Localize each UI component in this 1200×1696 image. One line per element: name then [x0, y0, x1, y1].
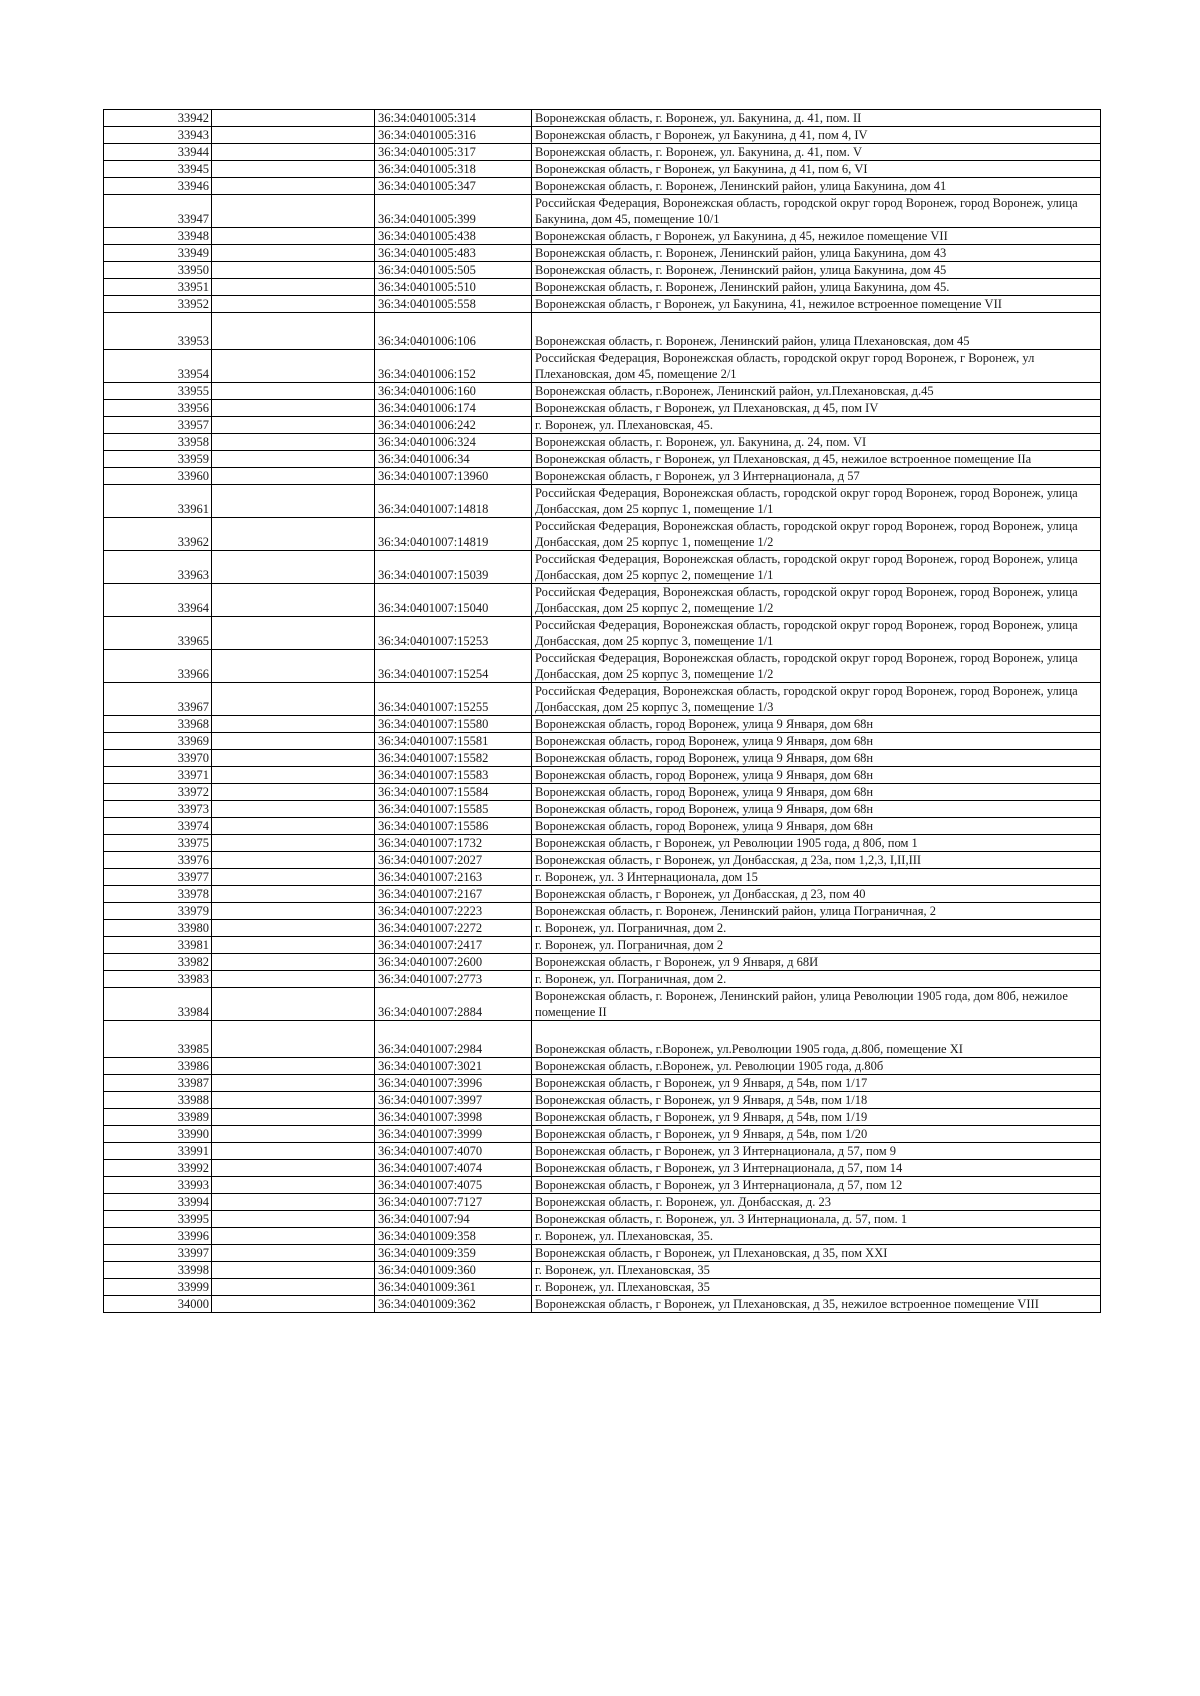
address: г. Воронеж, ул. Плехановская, 35 — [532, 1262, 1101, 1279]
table-row — [104, 801, 1101, 818]
empty-cell — [212, 1177, 375, 1194]
cadastral-number: 36:34:0401005:399 — [375, 195, 532, 228]
cadastral-number: 36:34:0401006:160 — [375, 383, 532, 400]
cadastral-number: 36:34:0401007:2417 — [375, 937, 532, 954]
row-number: 33952 — [104, 296, 212, 313]
empty-cell — [212, 1143, 375, 1160]
cadastral-number: 36:34:0401007:7127 — [375, 1194, 532, 1211]
address: Воронежская область, г Воронеж, ул 3 Интернационала, д 57, пом 9 — [532, 1143, 1101, 1160]
table-row — [104, 228, 1101, 245]
empty-cell — [212, 1296, 375, 1313]
empty-cell — [212, 1058, 375, 1075]
address: Воронежская область, г Воронеж, ул Бакунина, 41, нежилое встроенное помещение VII — [532, 296, 1101, 313]
row-number: 33971 — [104, 767, 212, 784]
cadastral-number: 36:34:0401007:15253 — [375, 617, 532, 650]
address: Воронежская область, город Воронеж, улица 9 Января, дом 68н — [532, 716, 1101, 733]
address: Российская Федерация, Воронежская область, городской округ город Воронеж, г Воронеж, ул Плехановская, дом 45, помещение 2/1 — [532, 350, 1101, 383]
empty-cell — [212, 784, 375, 801]
table-row — [104, 468, 1101, 485]
table-row — [104, 451, 1101, 468]
table-row — [104, 127, 1101, 144]
row-number: 33982 — [104, 954, 212, 971]
empty-cell — [212, 1279, 375, 1296]
row-number: 33999 — [104, 1279, 212, 1296]
address: Воронежская область, г Воронеж, ул 3 Интернационала, д 57 — [532, 468, 1101, 485]
cadastral-number: 36:34:0401007:4075 — [375, 1177, 532, 1194]
table-row — [104, 1262, 1101, 1279]
cadastral-number: 36:34:0401007:1732 — [375, 835, 532, 852]
row-number: 33990 — [104, 1126, 212, 1143]
cadastral-number: 36:34:0401007:15255 — [375, 683, 532, 716]
table-row — [104, 1126, 1101, 1143]
row-number: 33947 — [104, 195, 212, 228]
table-row — [104, 818, 1101, 835]
table-row — [104, 920, 1101, 937]
row-number: 33994 — [104, 1194, 212, 1211]
address: Воронежская область, г Воронеж, ул 9 Января, д 54в, пом 1/17 — [532, 1075, 1101, 1092]
empty-cell — [212, 1262, 375, 1279]
address: Воронежская область, г. Воронеж, Ленинский район, улица Бакунина, дом 45 — [532, 262, 1101, 279]
cadastral-number: 36:34:0401007:2163 — [375, 869, 532, 886]
empty-cell — [212, 988, 375, 1021]
address: Воронежская область, г. Воронеж, ул. Бакунина, д. 24, пом. VI — [532, 434, 1101, 451]
cadastral-number: 36:34:0401007:2984 — [375, 1021, 532, 1058]
cadastral-number: 36:34:0401007:2773 — [375, 971, 532, 988]
table-row — [104, 733, 1101, 750]
cadastral-number: 36:34:0401005:558 — [375, 296, 532, 313]
empty-cell — [212, 1092, 375, 1109]
row-number: 33996 — [104, 1228, 212, 1245]
row-number: 33972 — [104, 784, 212, 801]
cadastral-number: 36:34:0401007:2884 — [375, 988, 532, 1021]
table-row — [104, 518, 1101, 551]
empty-cell — [212, 750, 375, 767]
empty-cell — [212, 195, 375, 228]
cadastral-number: 36:34:0401007:2223 — [375, 903, 532, 920]
cadastral-number: 36:34:0401007:15582 — [375, 750, 532, 767]
row-number: 33991 — [104, 1143, 212, 1160]
cadastral-number: 36:34:0401005:438 — [375, 228, 532, 245]
address: Воронежская область, г. Воронеж, ул. 3 Интернационала, д. 57, пом. 1 — [532, 1211, 1101, 1228]
empty-cell — [212, 1245, 375, 1262]
empty-cell — [212, 937, 375, 954]
empty-cell — [212, 228, 375, 245]
table-row — [104, 144, 1101, 161]
address: Воронежская область, г Воронеж, ул Плехановская, д 45, пом IV — [532, 400, 1101, 417]
row-number: 33965 — [104, 617, 212, 650]
table-row — [104, 650, 1101, 683]
table-row — [104, 1211, 1101, 1228]
empty-cell — [212, 818, 375, 835]
table-row — [104, 161, 1101, 178]
cadastral-number: 36:34:0401005:314 — [375, 110, 532, 127]
address: г. Воронеж, ул. Плехановская, 45. — [532, 417, 1101, 434]
address: Воронежская область, город Воронеж, улица 9 Января, дом 68н — [532, 733, 1101, 750]
cadastral-number: 36:34:0401007:3021 — [375, 1058, 532, 1075]
address: г. Воронеж, ул. Пограничная, дом 2. — [532, 920, 1101, 937]
address: г. Воронеж, ул. 3 Интернационала, дом 15 — [532, 869, 1101, 886]
address: Воронежская область, город Воронеж, улица 9 Января, дом 68н — [532, 801, 1101, 818]
table-row — [104, 1228, 1101, 1245]
cadastral-number: 36:34:0401005:510 — [375, 279, 532, 296]
empty-cell — [212, 383, 375, 400]
table-row — [104, 584, 1101, 617]
empty-cell — [212, 127, 375, 144]
empty-cell — [212, 1021, 375, 1058]
empty-cell — [212, 801, 375, 818]
empty-cell — [212, 1211, 375, 1228]
cadastral-number: 36:34:0401007:2272 — [375, 920, 532, 937]
cadastral-number: 36:34:0401007:3996 — [375, 1075, 532, 1092]
address: Российская Федерация, Воронежская область, городской округ город Воронеж, город Воронеж, улица Донбасская, дом 25 корпус 3, помещение 1/3 — [532, 683, 1101, 716]
empty-cell — [212, 468, 375, 485]
cadastral-number: 36:34:0401007:15040 — [375, 584, 532, 617]
empty-cell — [212, 400, 375, 417]
address: Воронежская область, г Воронеж, ул Плехановская, д 35, нежилое встроенное помещение VIII — [532, 1296, 1101, 1313]
address: Воронежская область, г Воронеж, ул Бакунина, д 41, пом 4, IV — [532, 127, 1101, 144]
row-number: 33980 — [104, 920, 212, 937]
table-row — [104, 716, 1101, 733]
row-number: 33995 — [104, 1211, 212, 1228]
address: Российская Федерация, Воронежская область, городской округ город Воронеж, город Воронеж, улица Донбасская, дом 25 корпус 3, помещение 1/2 — [532, 650, 1101, 683]
cadastral-number: 36:34:0401006:242 — [375, 417, 532, 434]
address: Российская Федерация, Воронежская область, городской округ город Воронеж, город Воронеж, улица Донбасская, дом 25 корпус 1, помещение 1/1 — [532, 485, 1101, 518]
address: Воронежская область, г. Воронеж, Ленинский район, улица Бакунина, дом 41 — [532, 178, 1101, 195]
table-row — [104, 195, 1101, 228]
address: Воронежская область, г Воронеж, ул 9 Января, д 54в, пом 1/20 — [532, 1126, 1101, 1143]
row-number: 33968 — [104, 716, 212, 733]
table-row — [104, 903, 1101, 920]
cadastral-number: 36:34:0401009:362 — [375, 1296, 532, 1313]
row-number: 33963 — [104, 551, 212, 584]
table-row — [104, 279, 1101, 296]
table-row — [104, 886, 1101, 903]
cadastral-number: 36:34:0401007:14819 — [375, 518, 532, 551]
table-row — [104, 988, 1101, 1021]
empty-cell — [212, 1228, 375, 1245]
empty-cell — [212, 485, 375, 518]
cadastral-number: 36:34:0401007:4070 — [375, 1143, 532, 1160]
row-number: 33946 — [104, 178, 212, 195]
row-number: 33964 — [104, 584, 212, 617]
cadastral-number: 36:34:0401007:14818 — [375, 485, 532, 518]
address: Воронежская область, г. Воронеж, Ленинский район, улица Пограничная, 2 — [532, 903, 1101, 920]
row-number: 33953 — [104, 313, 212, 350]
address: Воронежская область, г Воронеж, ул 9 Января, д 68И — [532, 954, 1101, 971]
cadastral-number: 36:34:0401007:3998 — [375, 1109, 532, 1126]
empty-cell — [212, 1109, 375, 1126]
address: Воронежская область, г. Воронеж, Ленинский район, улица Бакунина, дом 43 — [532, 245, 1101, 262]
cadastral-number: 36:34:0401007:13960 — [375, 468, 532, 485]
address: Воронежская область, город Воронеж, улица 9 Января, дом 68н — [532, 767, 1101, 784]
row-number: 33954 — [104, 350, 212, 383]
cadastral-number: 36:34:0401007:15254 — [375, 650, 532, 683]
document-page — [103, 109, 1100, 1313]
table-row — [104, 1177, 1101, 1194]
empty-cell — [212, 954, 375, 971]
cadastral-number: 36:34:0401005:347 — [375, 178, 532, 195]
empty-cell — [212, 1075, 375, 1092]
empty-cell — [212, 262, 375, 279]
empty-cell — [212, 617, 375, 650]
cadastral-number: 36:34:0401007:94 — [375, 1211, 532, 1228]
row-number: 33943 — [104, 127, 212, 144]
address: Воронежская область, г Воронеж, ул 9 Января, д 54в, пом 1/19 — [532, 1109, 1101, 1126]
table-row — [104, 835, 1101, 852]
address: Воронежская область, г. Воронеж, ул. Бакунина, д. 41, пом. V — [532, 144, 1101, 161]
empty-cell — [212, 279, 375, 296]
cadastral-number: 36:34:0401007:15586 — [375, 818, 532, 835]
table-row — [104, 683, 1101, 716]
cadastral-number: 36:34:0401005:318 — [375, 161, 532, 178]
table-row — [104, 245, 1101, 262]
empty-cell — [212, 767, 375, 784]
cadastral-number: 36:34:0401005:483 — [375, 245, 532, 262]
address: Воронежская область, г. Воронеж, ул. Донбасская, д. 23 — [532, 1194, 1101, 1211]
row-number: 33962 — [104, 518, 212, 551]
cadastral-number: 36:34:0401007:2167 — [375, 886, 532, 903]
cadastral-number: 36:34:0401009:360 — [375, 1262, 532, 1279]
empty-cell — [212, 313, 375, 350]
cadastral-number: 36:34:0401005:317 — [375, 144, 532, 161]
cadastral-number: 36:34:0401006:324 — [375, 434, 532, 451]
address: Воронежская область, г.Воронеж, Ленинский район, ул.Плехановская, д.45 — [532, 383, 1101, 400]
address: г. Воронеж, ул. Плехановская, 35. — [532, 1228, 1101, 1245]
table-row — [104, 434, 1101, 451]
address: Воронежская область, г.Воронеж, ул.Революции 1905 года, д.80б, помещение XI — [532, 1021, 1101, 1058]
cadastral-number: 36:34:0401009:358 — [375, 1228, 532, 1245]
table-row — [104, 551, 1101, 584]
cadastral-number: 36:34:0401007:15580 — [375, 716, 532, 733]
row-number: 33975 — [104, 835, 212, 852]
row-number: 33970 — [104, 750, 212, 767]
row-number: 33942 — [104, 110, 212, 127]
table-row — [104, 1143, 1101, 1160]
row-number: 33961 — [104, 485, 212, 518]
empty-cell — [212, 144, 375, 161]
address: Воронежская область, г Воронеж, ул Плехановская, д 45, нежилое встроенное помещение IIа — [532, 451, 1101, 468]
row-number: 33985 — [104, 1021, 212, 1058]
table-row — [104, 110, 1101, 127]
table-row — [104, 852, 1101, 869]
row-number: 33956 — [104, 400, 212, 417]
registry-table-body — [104, 110, 1101, 1313]
address: Воронежская область, г Воронеж, ул 3 Интернационала, д 57, пом 14 — [532, 1160, 1101, 1177]
empty-cell — [212, 1126, 375, 1143]
address: г. Воронеж, ул. Пограничная, дом 2. — [532, 971, 1101, 988]
cadastral-number: 36:34:0401006:34 — [375, 451, 532, 468]
empty-cell — [212, 869, 375, 886]
table-row — [104, 1058, 1101, 1075]
row-number: 33998 — [104, 1262, 212, 1279]
cadastral-number: 36:34:0401009:359 — [375, 1245, 532, 1262]
row-number: 33969 — [104, 733, 212, 750]
row-number: 33987 — [104, 1075, 212, 1092]
address: Воронежская область, г.Воронеж, ул. Революции 1905 года, д.80б — [532, 1058, 1101, 1075]
cadastral-number: 36:34:0401005:316 — [375, 127, 532, 144]
table-row — [104, 617, 1101, 650]
row-number: 33989 — [104, 1109, 212, 1126]
empty-cell — [212, 683, 375, 716]
row-number: 33966 — [104, 650, 212, 683]
table-row — [104, 869, 1101, 886]
table-row — [104, 767, 1101, 784]
row-number: 33948 — [104, 228, 212, 245]
row-number: 33951 — [104, 279, 212, 296]
row-number: 33955 — [104, 383, 212, 400]
row-number: 33945 — [104, 161, 212, 178]
empty-cell — [212, 245, 375, 262]
empty-cell — [212, 1160, 375, 1177]
cadastral-number: 36:34:0401007:15581 — [375, 733, 532, 750]
address: Воронежская область, г Воронеж, ул 3 Интернационала, д 57, пом 12 — [532, 1177, 1101, 1194]
row-number: 33983 — [104, 971, 212, 988]
row-number: 33949 — [104, 245, 212, 262]
empty-cell — [212, 716, 375, 733]
cadastral-number: 36:34:0401009:361 — [375, 1279, 532, 1296]
address: Российская Федерация, Воронежская область, городской округ город Воронеж, город Воронеж, улица Донбасская, дом 25 корпус 1, помещение 1/2 — [532, 518, 1101, 551]
cadastral-number: 36:34:0401007:4074 — [375, 1160, 532, 1177]
table-row — [104, 1092, 1101, 1109]
table-row — [104, 350, 1101, 383]
cadastral-number: 36:34:0401007:15039 — [375, 551, 532, 584]
registry-table — [103, 109, 1101, 1313]
address: Воронежская область, город Воронеж, улица 9 Января, дом 68н — [532, 784, 1101, 801]
table-row — [104, 750, 1101, 767]
row-number: 33950 — [104, 262, 212, 279]
table-row — [104, 313, 1101, 350]
row-number: 33944 — [104, 144, 212, 161]
address: Воронежская область, г Воронеж, ул Революции 1905 года, д 80б, пом 1 — [532, 835, 1101, 852]
address: г. Воронеж, ул. Пограничная, дом 2 — [532, 937, 1101, 954]
table-row — [104, 1245, 1101, 1262]
address: Воронежская область, г. Воронеж, Ленинский район, улица Бакунина, дом 45. — [532, 279, 1101, 296]
empty-cell — [212, 178, 375, 195]
empty-cell — [212, 518, 375, 551]
empty-cell — [212, 903, 375, 920]
empty-cell — [212, 733, 375, 750]
address: Российская Федерация, Воронежская область, городской округ город Воронеж, город Воронеж, улица Донбасская, дом 25 корпус 2, помещение 1/1 — [532, 551, 1101, 584]
row-number: 33973 — [104, 801, 212, 818]
empty-cell — [212, 852, 375, 869]
table-row — [104, 383, 1101, 400]
row-number: 33958 — [104, 434, 212, 451]
table-row — [104, 954, 1101, 971]
cadastral-number: 36:34:0401007:2027 — [375, 852, 532, 869]
row-number: 33957 — [104, 417, 212, 434]
address: Воронежская область, г Воронеж, ул Донбасская, д 23, пом 40 — [532, 886, 1101, 903]
empty-cell — [212, 835, 375, 852]
empty-cell — [212, 551, 375, 584]
row-number: 33959 — [104, 451, 212, 468]
row-number: 34000 — [104, 1296, 212, 1313]
cadastral-number: 36:34:0401007:2600 — [375, 954, 532, 971]
address: Воронежская область, город Воронеж, улица 9 Января, дом 68н — [532, 750, 1101, 767]
address: Воронежская область, г. Воронеж, Ленинский район, улица Плехановская, дом 45 — [532, 313, 1101, 350]
table-row — [104, 417, 1101, 434]
empty-cell — [212, 161, 375, 178]
address: Российская Федерация, Воронежская область, городской округ город Воронеж, город Воронеж, улица Донбасская, дом 25 корпус 3, помещение 1/1 — [532, 617, 1101, 650]
address: Российская Федерация, Воронежская область, городской округ город Воронеж, город Воронеж, улица Донбасская, дом 25 корпус 2, помещение 1/2 — [532, 584, 1101, 617]
cadastral-number: 36:34:0401006:174 — [375, 400, 532, 417]
address: Воронежская область, г. Воронеж, Ленинский район, улица Революции 1905 года, дом 80б, нежилое помещение II — [532, 988, 1101, 1021]
empty-cell — [212, 350, 375, 383]
address: Воронежская область, г Воронеж, ул Плехановская, д 35, пом XXI — [532, 1245, 1101, 1262]
table-row — [104, 1109, 1101, 1126]
address: Воронежская область, г Воронеж, ул Донбасская, д 23а, пом 1,2,3, I,II,III — [532, 852, 1101, 869]
row-number: 33976 — [104, 852, 212, 869]
row-number: 33984 — [104, 988, 212, 1021]
cadastral-number: 36:34:0401006:106 — [375, 313, 532, 350]
row-number: 33988 — [104, 1092, 212, 1109]
table-row — [104, 296, 1101, 313]
row-number: 33986 — [104, 1058, 212, 1075]
row-number: 33960 — [104, 468, 212, 485]
cadastral-number: 36:34:0401007:15583 — [375, 767, 532, 784]
cadastral-number: 36:34:0401007:15585 — [375, 801, 532, 818]
address: г. Воронеж, ул. Плехановская, 35 — [532, 1279, 1101, 1296]
empty-cell — [212, 417, 375, 434]
table-row — [104, 937, 1101, 954]
row-number: 33997 — [104, 1245, 212, 1262]
cadastral-number: 36:34:0401006:152 — [375, 350, 532, 383]
table-row — [104, 178, 1101, 195]
row-number: 33974 — [104, 818, 212, 835]
empty-cell — [212, 434, 375, 451]
empty-cell — [212, 886, 375, 903]
cadastral-number: 36:34:0401005:505 — [375, 262, 532, 279]
address: Воронежская область, г. Воронеж, ул. Бакунина, д. 41, пом. II — [532, 110, 1101, 127]
table-row — [104, 1279, 1101, 1296]
address: Российская Федерация, Воронежская область, городской округ город Воронеж, город Воронеж, улица Бакунина, дом 45, помещение 10/1 — [532, 195, 1101, 228]
table-row — [104, 400, 1101, 417]
empty-cell — [212, 650, 375, 683]
table-row — [104, 262, 1101, 279]
empty-cell — [212, 110, 375, 127]
row-number: 33993 — [104, 1177, 212, 1194]
address: Воронежская область, г Воронеж, ул 9 Января, д 54в, пом 1/18 — [532, 1092, 1101, 1109]
empty-cell — [212, 584, 375, 617]
table-row — [104, 784, 1101, 801]
address: Воронежская область, г Воронеж, ул Бакунина, д 45, нежилое помещение VII — [532, 228, 1101, 245]
empty-cell — [212, 971, 375, 988]
address: Воронежская область, г Воронеж, ул Бакунина, д 41, пом 6, VI — [532, 161, 1101, 178]
cadastral-number: 36:34:0401007:15584 — [375, 784, 532, 801]
table-row — [104, 1194, 1101, 1211]
row-number: 33979 — [104, 903, 212, 920]
table-row — [104, 1021, 1101, 1058]
table-row — [104, 971, 1101, 988]
row-number: 33977 — [104, 869, 212, 886]
row-number: 33978 — [104, 886, 212, 903]
row-number: 33967 — [104, 683, 212, 716]
cadastral-number: 36:34:0401007:3997 — [375, 1092, 532, 1109]
table-row — [104, 1296, 1101, 1313]
table-row — [104, 1160, 1101, 1177]
table-row — [104, 485, 1101, 518]
address: Воронежская область, город Воронеж, улица 9 Января, дом 68н — [532, 818, 1101, 835]
row-number: 33981 — [104, 937, 212, 954]
empty-cell — [212, 451, 375, 468]
empty-cell — [212, 296, 375, 313]
empty-cell — [212, 1194, 375, 1211]
row-number: 33992 — [104, 1160, 212, 1177]
empty-cell — [212, 920, 375, 937]
cadastral-number: 36:34:0401007:3999 — [375, 1126, 532, 1143]
table-row — [104, 1075, 1101, 1092]
